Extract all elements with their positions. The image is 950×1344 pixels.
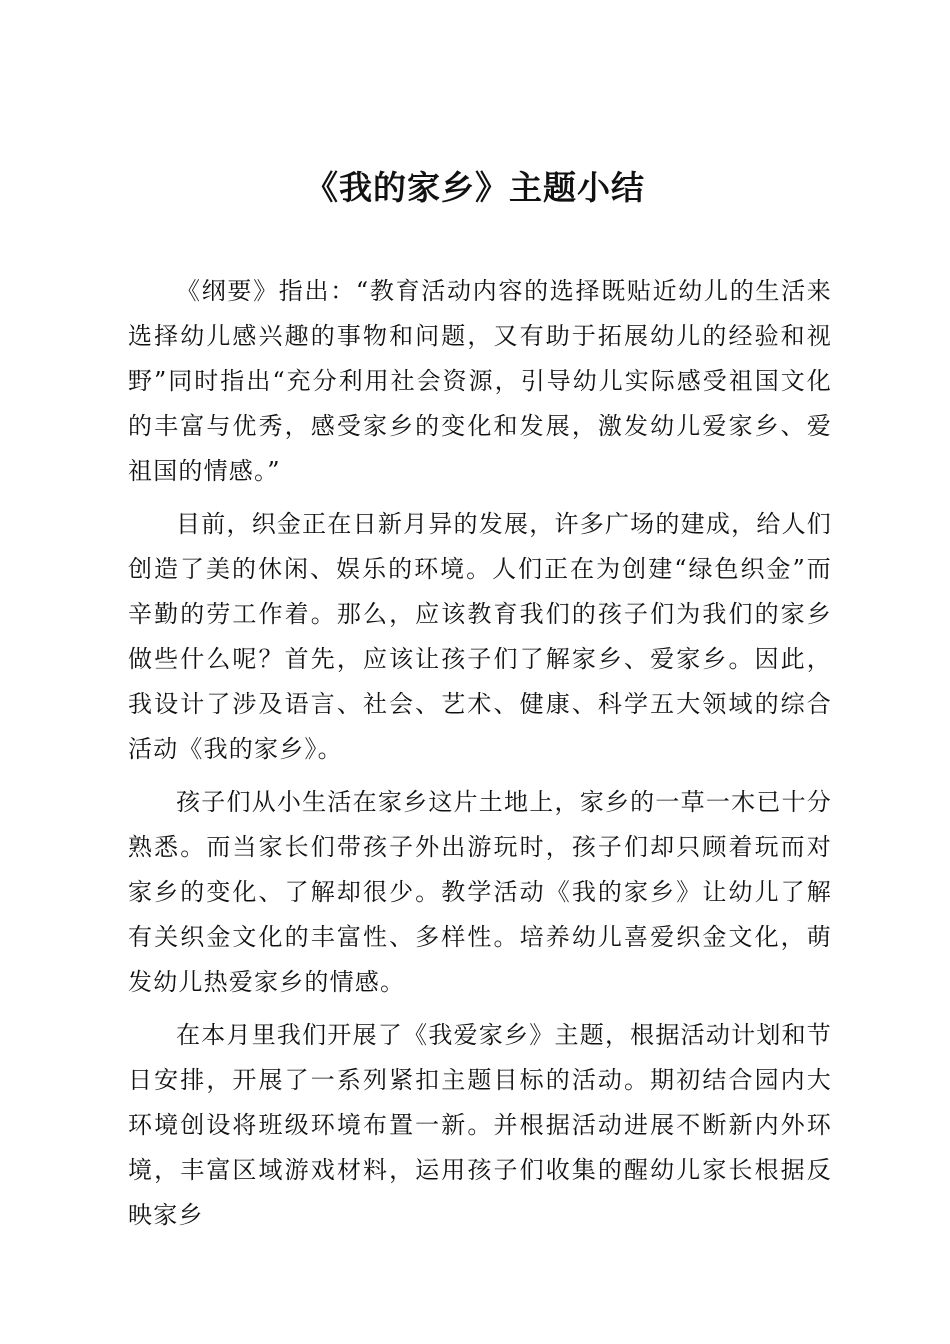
paragraph-outline-quote: 《纲要》指出：“教育活动内容的选择既贴近幼儿的生活来选择幼儿感兴趣的事物和问题，又有助于拓展幼儿的经验和视野”同时指出“充分利用社会资源，引导幼儿实际感受祖国文化的丰富与优秀，感受家乡的变化和发展，激发幼儿爱家乡、爱祖国的情感。” [128, 277, 832, 485]
paragraph-current-development: 目前，织金正在日新月异的发展，许多广场的建成，给人们创造了美的休闲、娱乐的环境。人们正在为创建“绿色织金”而辛勤的劳工作着。那么，应该教育我们的孩子们为我们的家乡做些什么呢？首先，应该让孩子们了解家乡、爱家乡。因此，我设计了涉及语言、社会、艺术、健康、科学五大领域的综合活动《我的家乡》。 [128, 510, 832, 763]
paragraph-children-hometown: 孩子们从小生活在家乡这片土地上，家乡的一草一木已十分熟悉。而当家长们带孩子外出游玩时，孩子们却只顾着玩而对家乡的变化、了解却很少。教学活动《我的家乡》让幼儿了解有关织金文化的丰富性、多样性。培养幼儿喜爱织金文化，萌发幼儿热爱家乡的情感。 [128, 788, 832, 996]
paragraph-monthly-theme: 在本月里我们开展了《我爱家乡》主题，根据活动计划和节日安排，开展了一系列紧扣主题目标的活动。期初结合园内大环境创设将班级环境布置一新。并根据活动进展不断新内外环境，丰富区域游戏材料，运用孩子们收集的醒幼儿家长根据反映家乡 [128, 1021, 832, 1229]
document-title: 《我的家乡》主题小结 [305, 168, 645, 207]
document-body [128, 269, 832, 1246]
